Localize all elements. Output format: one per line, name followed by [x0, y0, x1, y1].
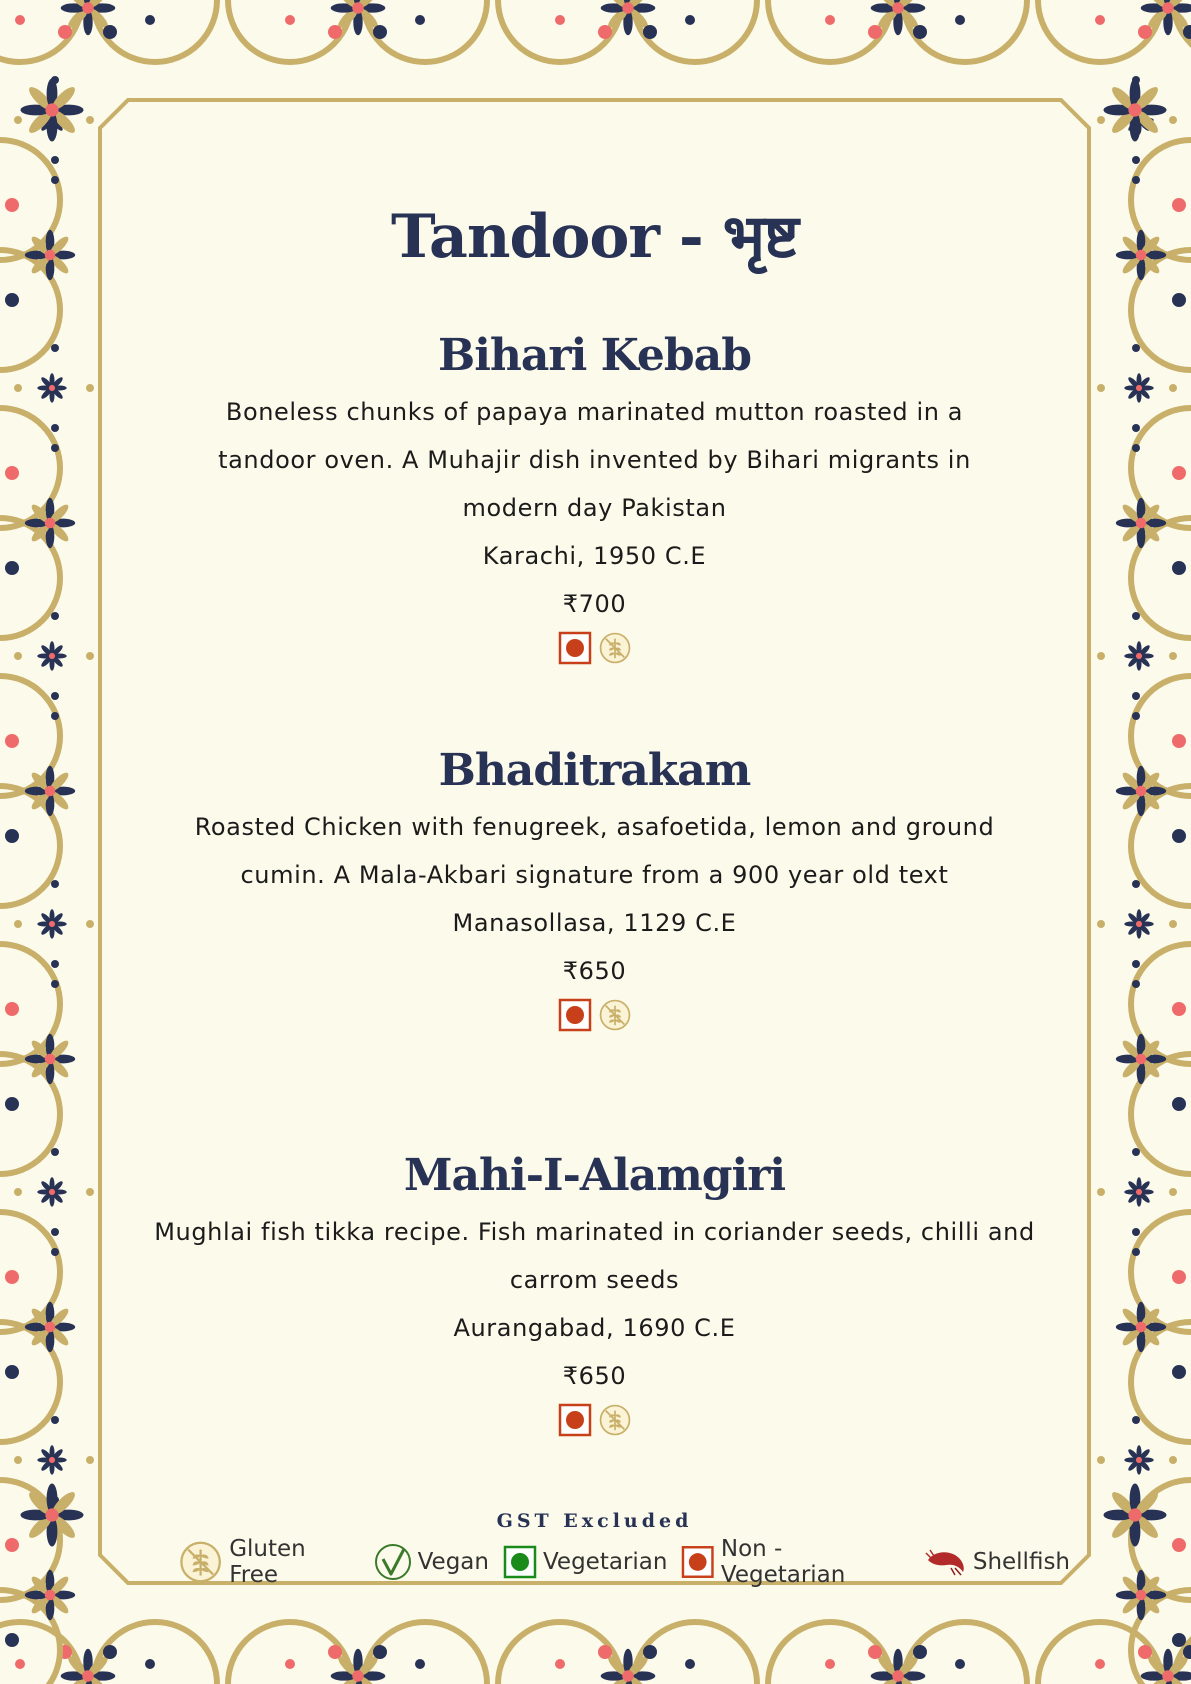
vegetarian-icon: [503, 1545, 537, 1579]
dish-origin: Karachi, 1950 C.E: [482, 542, 707, 570]
page-title: Tandoor - भृष्ट: [391, 202, 798, 272]
shellfish-icon: [925, 1548, 967, 1576]
dish-badges: [98, 997, 1091, 1033]
legend-label: Shellfish: [972, 1549, 1070, 1575]
dish-name: Bihari Kebab: [438, 330, 751, 381]
vegan-icon: [374, 1543, 412, 1581]
non-veg-icon: [558, 1403, 592, 1437]
dietary-legend: [178, 1536, 1078, 1588]
legend-label: Non - Vegetarian: [720, 1536, 846, 1588]
menu-content: [98, 98, 1091, 1585]
dish-badges: [98, 1402, 1091, 1438]
dish-badges: [98, 630, 1091, 666]
gluten-free-icon: [598, 631, 632, 665]
legend-shellfish: [925, 1548, 1070, 1576]
dish-price: ₹650: [562, 1362, 627, 1390]
dish-price: ₹650: [562, 957, 627, 985]
gst-note: GST Excluded: [496, 1510, 693, 1532]
dish-name: Bhaditrakam: [438, 745, 751, 796]
non-veg-icon: [558, 998, 592, 1032]
dish-origin: Aurangabad, 1690 C.E: [453, 1314, 736, 1342]
dish-description: Roasted Chicken with fenugreek, asafoetida, lemon and ground cumin. A Mala-Akbari signature from a 900 year old text: [194, 813, 995, 889]
dish-origin: Manasollasa, 1129 C.E: [452, 909, 737, 937]
legend-vegetarian: [503, 1545, 667, 1579]
dish-price: ₹700: [562, 590, 627, 618]
gluten-free-icon: [598, 1403, 632, 1437]
gluten-free-icon: [598, 998, 632, 1032]
legend-gluten-free: [178, 1536, 360, 1588]
dish-description: Boneless chunks of papaya marinated mutton roasted in a tandoor oven. A Muhajir dish invented by Bihari migrants in modern day Pakistan: [218, 398, 971, 522]
dish-description: Mughlai fish tikka recipe. Fish marinated in coriander seeds, chilli and carrom seeds: [154, 1218, 1035, 1294]
dish-mahi-i-alamgiri: [98, 1148, 1091, 1438]
dish-name: Mahi-I-Alamgiri: [403, 1150, 786, 1201]
dish-bihari-kebab: [98, 328, 1091, 666]
non-veg-icon: [681, 1545, 714, 1579]
non-veg-icon: [558, 631, 592, 665]
legend-non-vegetarian: [681, 1536, 910, 1588]
legend-label: Vegetarian: [542, 1549, 668, 1575]
dish-bhaditrakam: [98, 743, 1091, 1033]
legend-vegan: [374, 1543, 489, 1581]
gluten-free-icon: [178, 1539, 223, 1585]
legend-label: Vegan: [417, 1549, 489, 1575]
legend-label: Gluten Free: [229, 1536, 306, 1588]
